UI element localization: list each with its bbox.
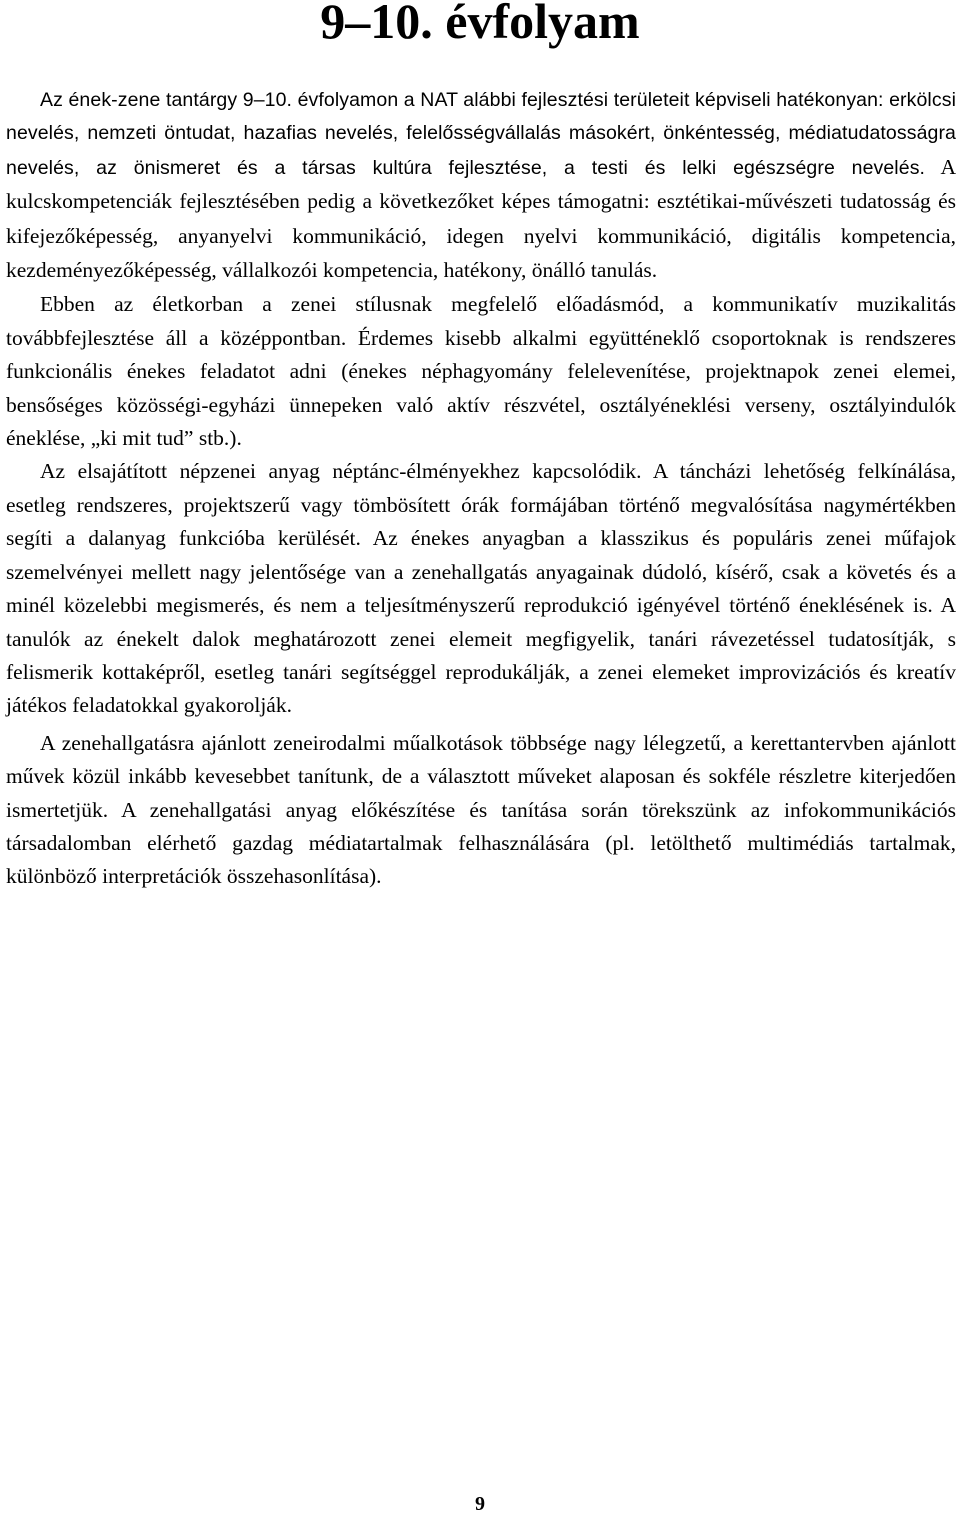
- paragraph-1-serif-text: A kulcskompetenciák fejlesztésében pedig a következőket képes támogatni: esztétikai-művészeti tudatosság és kifejezőképesség, anyanyelvi kommunikáció, idegen nyelvi kommunikáció, digitális kompetencia, kezdeményezőképesség, vállalkozói kompetencia, hatékony, önálló tanulás.: [6, 154, 956, 283]
- page-number: 9: [475, 1493, 485, 1515]
- paragraph-2: Ebben az életkorban a zenei stílusnak megfelelő előadásmód, a kommunikatív muzikalitás továbbfejlesztése áll a középpontban. Érdemes kisebb alkalmi együtténeklő csoportoknak is rendszeres funkcionális énekes feladatot adni (énekes néphagyomány felelevenítése, projektnapok zenei elemei, bensőséges közösségi-egyházi ünnepeken való aktív részvétel, osztályéneklési verseny, osztályindulók éneklése, „ki mit tud” stb.).: [6, 292, 956, 451]
- paragraph-1-sans-text: Az ének-zene tantárgy 9–10. évfolyamon a NAT alábbi fejlesztési területeit képviseli hatékonyan: erkölcsi nevelés, nemzeti öntudat, hazafias nevelés, felelősségvállalás másokért, önkéntesség, médiatudatosságra nevelés, az önismeret és a társas kultúra fejlesztése, a testi és lelki egészségre nevelés.: [6, 89, 956, 179]
- paragraph-3: Az elsajátított népzenei anyag néptánc-élményekhez kapcsolódik. A táncházi lehetőség felkínálása, esetleg rendszeres, projektszerű vagy tömbösített órák formájában történő megvalósítása nagymértékben segíti a dalanyag funkcióba kerülését. Az énekes anyagban a klasszikus és populáris zenei műfajok szemelvényei mellett nagy jelentősége van a zenehallgatás anyagainak dúdoló, kísérő, csak a követés és a minél közelebbi megismerés, és nem a teljesítményszerű reprodukció igényével történő éneklésének is. A tanulók az énekelt dalok meghatározott zenei elemeit megfigyelik, tanári rávezetéssel tudatosítják, s felismerik kottaképről, esetleg tanári segítséggel reprodukálják, a zenei elemeket improvizációs és kreatív játékos feladatokkal gyakorolják.: [6, 459, 956, 718]
- paragraph-4: A zenehallgatásra ajánlott zeneirodalmi műalkotások többsége nagy lélegzetű, a kerettantervben ajánlott művek közül inkább kevesebbet tanítunk, de a választott műveket alaposan és sokféle részletre kiterjedően ismertetjük. A zenehallgatási anyag előkészítése és tanítása során törekszünk az infokommunikációs társadalomban elérhető gazdag médiatartalmak felhasználására (pl. letölthető multimédiás tartalmak, különböző interpretációk összehasonlítása).: [6, 730, 956, 889]
- paragraph-1: [6, 84, 956, 288]
- document-body: [6, 84, 956, 894]
- page-title: 9–10. évfolyam: [320, 0, 640, 49]
